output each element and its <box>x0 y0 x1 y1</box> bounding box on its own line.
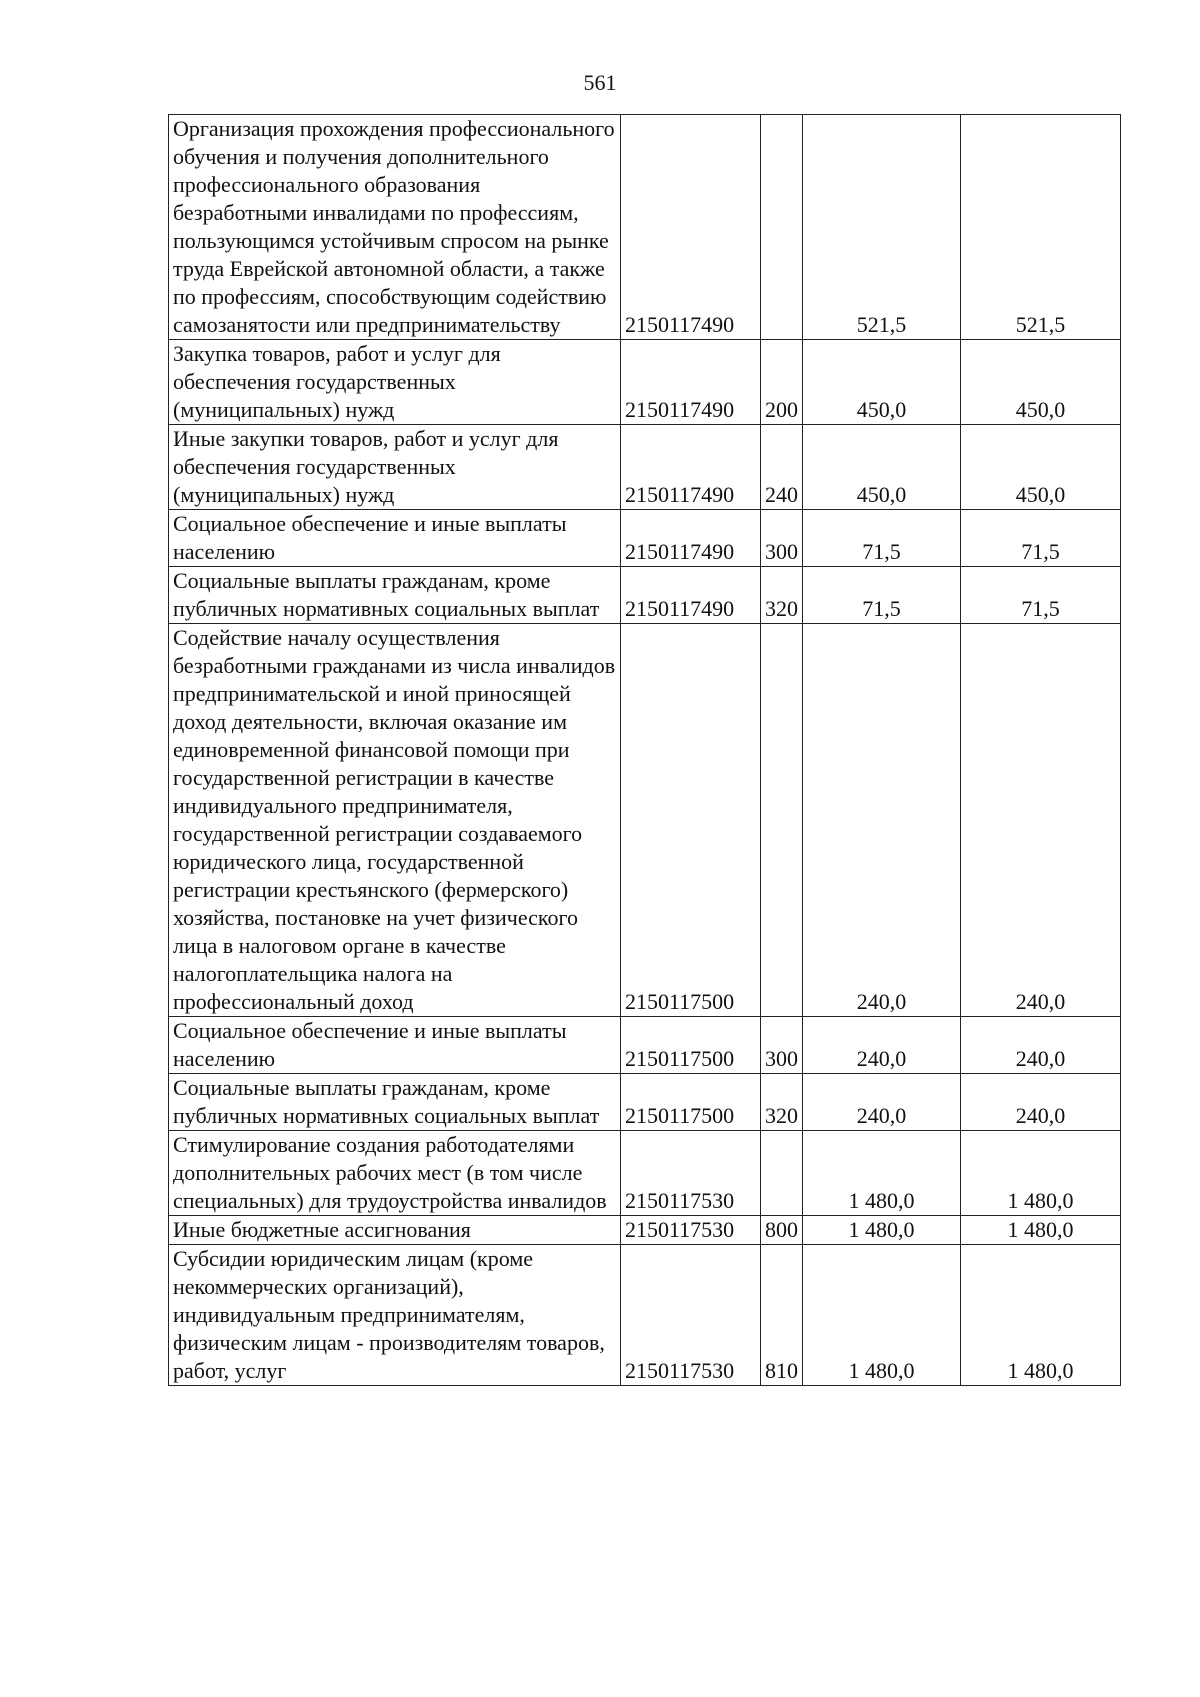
row-amount-year2: 450,0 <box>961 340 1121 425</box>
row-amount-year1: 240,0 <box>803 1017 961 1074</box>
row-expense-type <box>761 115 803 340</box>
row-target-code: 2150117500 <box>621 1017 761 1074</box>
row-expense-type: 300 <box>761 510 803 567</box>
budget-table <box>168 114 1121 1386</box>
row-name: Организация прохождения профессионального обучения и получения дополнительного профессионального образования безработными инвалидами по профессиям, пользующимся устойчивым спросом на рынке труда Еврейской автономной области, а также по профессиям, способствующим содействию самозанятости или предпринимательству <box>169 115 621 340</box>
row-name: Закупка товаров, работ и услуг для обеспечения государственных (муниципальных) нужд <box>169 340 621 425</box>
row-name: Социальное обеспечение и иные выплаты населению <box>169 1017 621 1074</box>
table-row <box>169 1245 1121 1386</box>
row-name: Субсидии юридическим лицам (кроме некоммерческих организаций), индивидуальным предпринимателям, физическим лицам - производителям товаров, работ, услуг <box>169 1245 621 1386</box>
table-row <box>169 340 1121 425</box>
row-amount-year1: 240,0 <box>803 1074 961 1131</box>
row-expense-type: 300 <box>761 1017 803 1074</box>
row-expense-type: 240 <box>761 425 803 510</box>
row-amount-year2: 1 480,0 <box>961 1131 1121 1216</box>
row-name: Иные закупки товаров, работ и услуг для обеспечения государственных (муниципальных) нужд <box>169 425 621 510</box>
row-target-code: 2150117490 <box>621 115 761 340</box>
row-amount-year1: 71,5 <box>803 567 961 624</box>
row-amount-year2: 1 480,0 <box>961 1245 1121 1386</box>
table-row <box>169 425 1121 510</box>
row-name: Социальное обеспечение и иные выплаты населению <box>169 510 621 567</box>
table-row <box>169 1131 1121 1216</box>
table-row <box>169 510 1121 567</box>
table-row <box>169 115 1121 340</box>
row-expense-type <box>761 1131 803 1216</box>
row-target-code: 2150117490 <box>621 425 761 510</box>
row-target-code: 2150117530 <box>621 1245 761 1386</box>
page-number: 561 <box>583 70 617 95</box>
table-row <box>169 1017 1121 1074</box>
row-expense-type: 200 <box>761 340 803 425</box>
row-amount-year1: 1 480,0 <box>803 1245 961 1386</box>
row-amount-year2: 240,0 <box>961 624 1121 1017</box>
row-target-code: 2150117530 <box>621 1216 761 1245</box>
row-expense-type: 800 <box>761 1216 803 1245</box>
row-amount-year2: 1 480,0 <box>961 1216 1121 1245</box>
row-expense-type <box>761 624 803 1017</box>
row-amount-year1: 521,5 <box>803 115 961 340</box>
row-target-code: 2150117490 <box>621 567 761 624</box>
row-amount-year1: 450,0 <box>803 340 961 425</box>
row-amount-year1: 1 480,0 <box>803 1216 961 1245</box>
row-name: Социальные выплаты гражданам, кроме публичных нормативных социальных выплат <box>169 1074 621 1131</box>
row-amount-year2: 450,0 <box>961 425 1121 510</box>
row-amount-year1: 1 480,0 <box>803 1131 961 1216</box>
row-amount-year2: 71,5 <box>961 510 1121 567</box>
row-name: Иные бюджетные ассигнования <box>169 1216 621 1245</box>
table-row <box>169 1074 1121 1131</box>
row-name: Стимулирование создания работодателями дополнительных рабочих мест (в том числе специальных) для трудоустройства инвалидов <box>169 1131 621 1216</box>
table-row <box>169 624 1121 1017</box>
row-expense-type: 320 <box>761 1074 803 1131</box>
row-target-code: 2150117500 <box>621 1074 761 1131</box>
row-target-code: 2150117490 <box>621 510 761 567</box>
row-amount-year2: 521,5 <box>961 115 1121 340</box>
table-row <box>169 567 1121 624</box>
row-amount-year1: 450,0 <box>803 425 961 510</box>
row-amount-year2: 71,5 <box>961 567 1121 624</box>
row-expense-type: 810 <box>761 1245 803 1386</box>
row-amount-year1: 71,5 <box>803 510 961 567</box>
row-target-code: 2150117530 <box>621 1131 761 1216</box>
row-amount-year1: 240,0 <box>803 624 961 1017</box>
row-name: Социальные выплаты гражданам, кроме публичных нормативных социальных выплат <box>169 567 621 624</box>
row-target-code: 2150117500 <box>621 624 761 1017</box>
row-expense-type: 320 <box>761 567 803 624</box>
row-name: Содействие началу осуществления безработными гражданами из числа инвалидов предпринимательской и иной приносящей доход деятельности, включая оказание им единовременной финансовой помощи при государственной регистрации в качестве индивидуального предпринимателя, государственной регистрации создаваемого юридического лица, государственной регистрации крестьянского (фермерского) хозяйства, постановке на учет физического лица в налоговом органе в качестве налогоплательщика налога на профессиональный доход <box>169 624 621 1017</box>
table-row <box>169 1216 1121 1245</box>
row-amount-year2: 240,0 <box>961 1074 1121 1131</box>
row-target-code: 2150117490 <box>621 340 761 425</box>
row-amount-year2: 240,0 <box>961 1017 1121 1074</box>
